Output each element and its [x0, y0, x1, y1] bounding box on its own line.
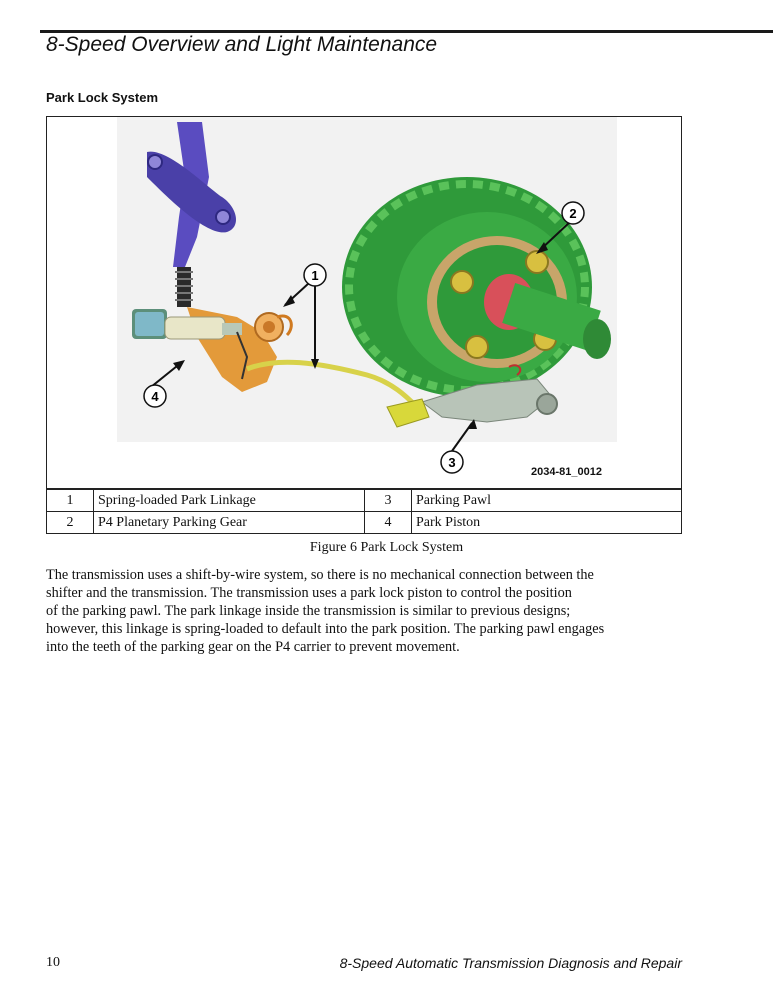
park-lock-illustration [47, 117, 682, 489]
body-line: The transmission uses a shift-by-wire system, so there is no mechanical connection between the [46, 567, 594, 583]
legend-number: 4 [365, 512, 412, 534]
body-line: however, this linkage is spring-loaded to default into the park position. The parking pawl engages [46, 621, 605, 637]
callout-1-label: 1 [311, 268, 319, 283]
callout-4-label: 4 [151, 389, 159, 404]
legend-label: P4 Planetary Parking Gear [94, 512, 365, 534]
body-paragraph [46, 566, 686, 656]
legend-label: Spring-loaded Park Linkage [94, 490, 365, 512]
figure-caption: Figure 6 Park Lock System [309, 540, 464, 555]
legend-label: Park Piston [412, 512, 682, 534]
footer-title: 8-Speed Automatic Transmission Diagnosis and Repair [339, 955, 682, 971]
body-line: into the teeth of the parking gear on the P4 carrier to prevent movement. [46, 639, 460, 655]
callout-2-label: 2 [569, 206, 577, 221]
figure-image-id: 2034-81_0012 [531, 466, 602, 478]
legend-row [47, 490, 682, 512]
legend-table [46, 489, 682, 534]
legend-number: 1 [47, 490, 94, 512]
page-number: 10 [46, 955, 60, 970]
callout-4 [144, 385, 166, 407]
page-header-title: 8-Speed Overview and Light Maintenance [46, 33, 438, 56]
legend-label: Parking Pawl [412, 490, 682, 512]
callout-1 [304, 264, 326, 286]
callout-2 [562, 202, 584, 224]
callout-3 [441, 451, 463, 473]
figure-park-lock-system [46, 116, 682, 489]
section-heading: Park Lock System [46, 90, 159, 105]
legend-number: 3 [365, 490, 412, 512]
legend-row [47, 512, 682, 534]
callout-3-label: 3 [448, 455, 456, 470]
legend-number: 2 [47, 512, 94, 534]
body-line: of the parking pawl. The park linkage inside the transmission is similar to previous designs; [46, 603, 571, 619]
body-line: shifter and the transmission. The transmission uses a park lock piston to control the position [46, 585, 572, 601]
